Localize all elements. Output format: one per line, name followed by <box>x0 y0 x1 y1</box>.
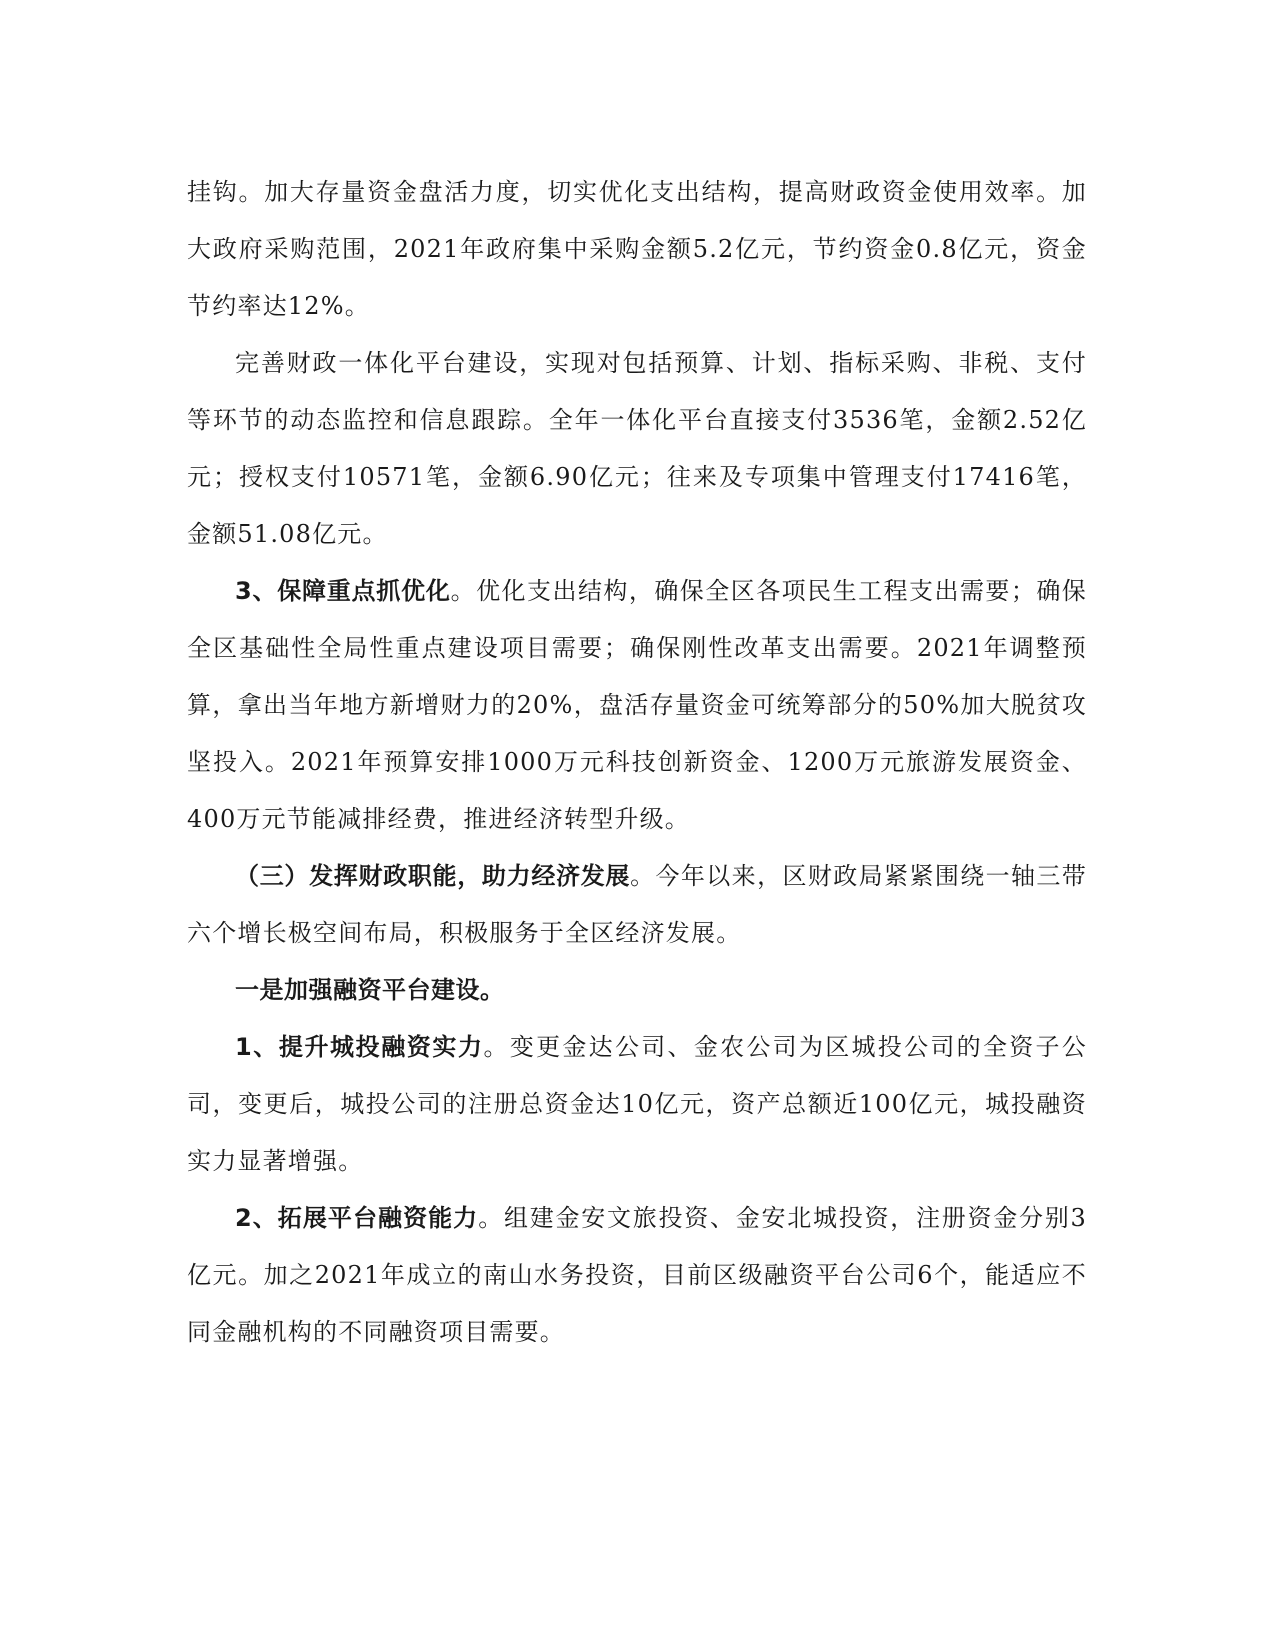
paragraph-fiscal-function <box>187 848 1087 962</box>
paragraph-key-guarantee <box>187 563 1087 848</box>
paragraph-heading: 3、保障重点抓优化 <box>235 577 451 605</box>
paragraph-heading: 2、拓展平台融资能力 <box>235 1204 479 1232</box>
paragraph-financing-platform <box>187 962 1087 1019</box>
paragraph-text: 挂钩。加大存量资金盘活力度，切实优化支出结构，提高财政资金使用效率。加大政府采购范围，2021年政府集中采购金额5.2亿元，节约资金0.8亿元，资金节约率达12%。 <box>187 178 1087 320</box>
paragraph-text: 。今年以来，区财政局紧紧围绕一轴三带六个增长极空间布局，积极服务于全区经济发展。 <box>187 862 1088 947</box>
paragraph-platform-construction <box>187 335 1087 563</box>
paragraph-procurement <box>187 164 1087 335</box>
paragraph-text: 。变更金达公司、金农公司为区城投公司的全资子公司，变更后，城投公司的注册总资金达10亿元，资产总额近100亿元，城投融资实力显著增强。 <box>187 1033 1087 1175</box>
paragraph-text: 完善财政一体化平台建设，实现对包括预算、计划、指标采购、非税、支付等环节的动态监控和信息跟踪。全年一体化平台直接支付3536笔，金额2.52亿元；授权支付10571笔，金额6.90亿元；往来及专项集中管理支付17416笔，金额51.08亿元。 <box>187 349 1087 548</box>
paragraph-text: 。组建金安文旅投资、金安北城投资，注册资金分别3亿元。加之2021年成立的南山水务投资，目前区级融资平台公司6个，能适应不同金融机构的不同融资项目需要。 <box>187 1204 1088 1346</box>
section-heading: （三）发挥财政职能，助力经济发展 <box>235 862 631 890</box>
paragraph-heading: 1、提升城投融资实力 <box>235 1033 484 1061</box>
subsection-heading: 一是加强融资平台建设。 <box>235 976 505 1004</box>
document-body <box>187 164 1087 1361</box>
paragraph-text: 。优化支出结构，确保全区各项民生工程支出需要；确保全区基础性全局性重点建设项目需要；确保刚性改革支出需要。2021年调整预算，拿出当年地方新增财力的20%，盘活存量资金可统筹部分的50%加大脱贫攻坚投入。2021年预算安排1000万元科技创新资金、1200万元旅游发展资金、400万元节能减排经费，推进经济转型升级。 <box>187 577 1088 833</box>
paragraph-urban-investment <box>187 1019 1087 1190</box>
paragraph-financing-capacity <box>187 1190 1087 1361</box>
